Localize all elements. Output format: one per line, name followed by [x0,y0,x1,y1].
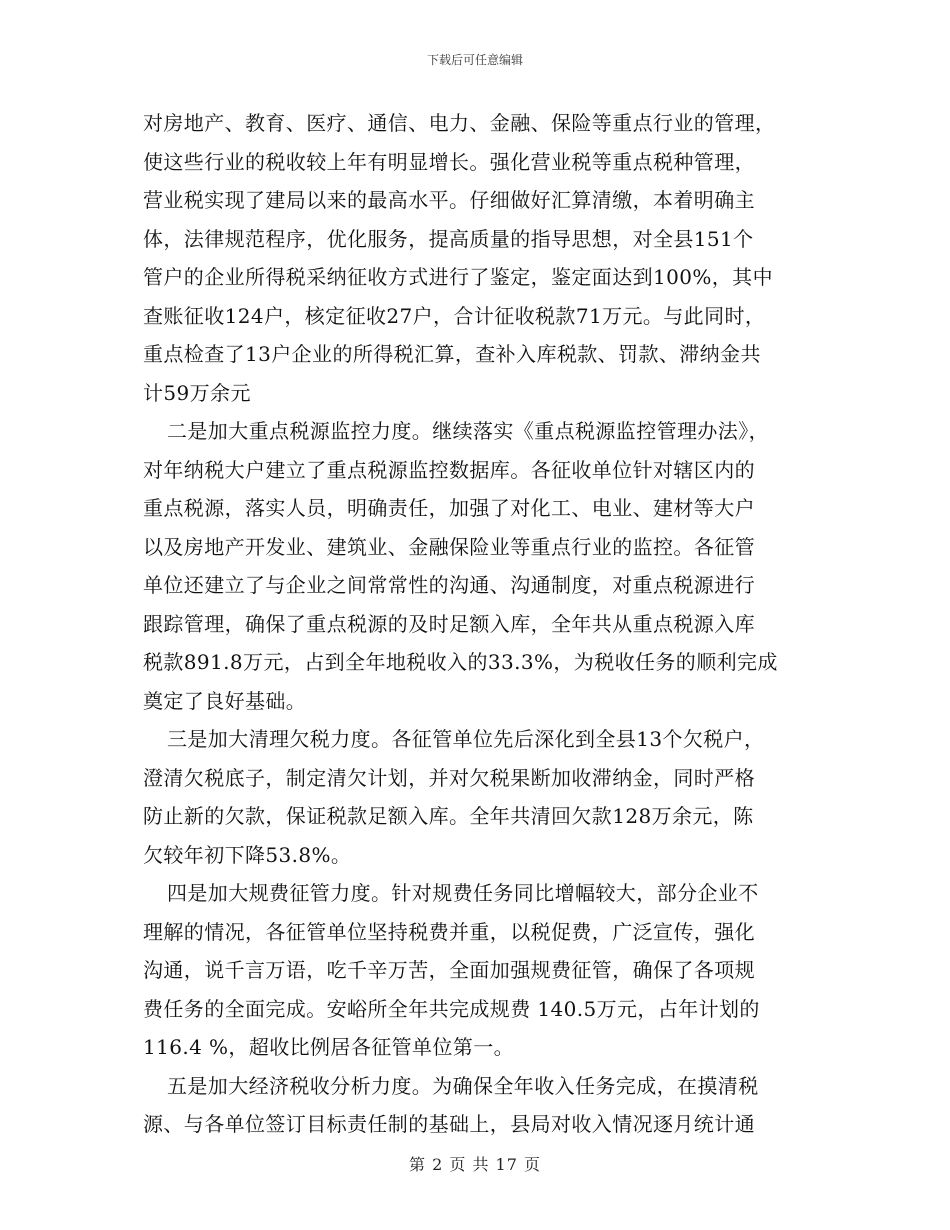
text-line: 单位还建立了与企业之间常常性的沟通、沟通制度，对重点税源进行 [143,573,755,597]
text-line: 对房地产、教育、医疗、通信、电力、金融、保险等重点行业的管理， [143,111,776,135]
text-line: 跟踪管理，确保了重点税源的及时足额入库，全年共从重点税源入库 [143,611,755,636]
text-line: 二是加大重点税源监控力度。继续落实《重点税源监控管理办法》， [167,419,769,443]
text-line: 理解的情况，各征管单位坚持税费并重，以税促费，广泛宣传，强化 [143,919,755,944]
text-line: 计59万余元 [143,380,251,405]
text-line: 营业税实现了建局以来的最高水平。仔细做好汇算清缴，本着明确主 [143,188,755,212]
page-header: 下载后可任意编辑 [426,53,523,67]
text-line: 重点税源，落实人员，明确责任，加强了对化工、电业、建材等大户 [143,496,755,520]
text-line: 奠定了良好基础。 [143,688,307,713]
text-line: 税款891.8万元，占到全年地税收入的33.3%，为税收任务的顺利完成 [143,650,778,674]
text-line: 五是加大经济税收分析力度。为确保全年收入任务完成，在摸清税 [167,1073,759,1098]
text-line: 澄清欠税底子，制定清欠计划，并对欠税果断加收滞纳金，同时严格 [143,765,755,790]
text-line: 重点检查了13户企业的所得税汇算，查补入库税款、罚款、滞纳金共 [143,342,761,366]
text-line: 欠较年初下降53.8%。 [143,842,352,867]
text-line: 四是加大规费征管力度。针对规费任务同比增幅较大，部分企业不 [167,881,759,905]
document-body [143,104,807,1144]
text-line: 使这些行业的税收较上年有明显增长。强化营业税等重点税种管理， [143,149,755,174]
text-line: 防止新的欠款，保证税款足额入库。全年共清回欠款128万余元，陈 [143,804,754,828]
text-line: 管户的企业所得税采纳征收方式进行了鉴定，鉴定面达到100%，其中 [143,265,773,289]
text-line: 对年纳税大户建立了重点税源监控数据库。各征收单位针对辖区内的 [143,457,755,482]
text-line: 三是加大清理欠税力度。各征管单位先后深化到全县13个欠税户， [167,727,765,751]
text-line: 查账征收124户，核定征收27户，合计征收税款71万元。与此同时， [143,303,766,328]
text-line: 以及房地产开发业、建筑业、金融保险业等重点行业的监控。各征管 [143,534,755,559]
text-line: 费任务的全面完成。安峪所全年共完成规费 140.5万元，占年计划的 [143,996,760,1021]
text-line: 源、与各单位签订目标责任制的基础上，县局对收入情况逐月统计通 [143,1112,755,1136]
text-line: 体，法律规范程序，优化服务，提高质量的指导思想，对全县151个 [143,226,754,251]
page-footer: 第 2 页 共 17 页 [409,1155,541,1174]
text-line: 沟通，说千言万语，吃千辛万苦，全面加强规费征管，确保了各项规 [143,958,755,982]
text-line: 116.4 %，超收比例居各征管单位第一。 [143,1035,515,1059]
